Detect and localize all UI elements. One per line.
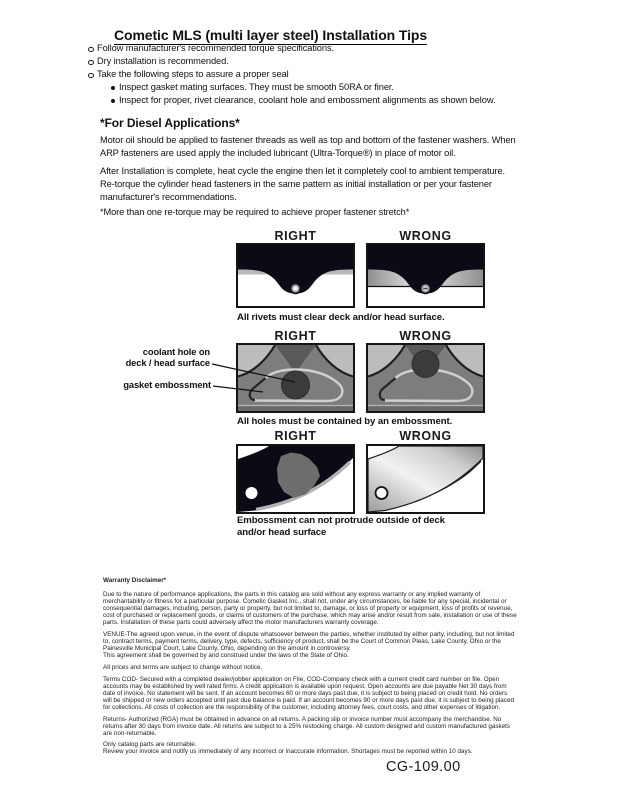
list-item-text: Inspect gasket mating surfaces. They must be smooth 50RA or finer. (119, 82, 394, 92)
rivet-right-diagram (238, 245, 353, 306)
annotation-text: coolant hole on (142, 347, 210, 357)
warranty-heading: Warranty Disclaimer* (103, 577, 167, 584)
sub-list-item (88, 81, 588, 94)
bolt-hole (246, 487, 258, 499)
coolant-hole (412, 351, 439, 378)
footer-paragraph (103, 664, 517, 671)
bolt-hole (376, 487, 388, 499)
diagram-caption: All rivets must clear deck and/or head surface. (237, 312, 445, 323)
diesel-paragraph: Motor oil should be applied to fastener threads as well as top and bottom of the fastener washers. When ARP fasteners are used apply the included lubricant (Ultra-Torque®) in place of motor oil. (100, 135, 516, 158)
rivet-right-panel (236, 243, 355, 308)
footer-text: Due to the nature of performance applications, the parts in this catalog are sold without any express warranty or any implied warranty of merchantability or fitness for a particular purpose. Cometic Gasket Inc., shall not, under any circumstances, be liable for any special, incidental or consequential damages, including, person, party or property, but not limited to, damage, or loss of property or equipment, loss of profits or revenue, cost of purchased or replacement goods, or claims of customers of the purchase, which may arise and/or result from sale, installation or use of these parts. Installation of these parts could adversely affect the motor manufacturers warranty coverage. (103, 591, 517, 627)
diesel-applications-heading: *For Diesel Applications* (100, 116, 240, 130)
page-title: Cometic MLS (multi layer steel) Installation Tips (114, 27, 428, 43)
footer-text: All prices and terms are subject to change without notice. (103, 663, 263, 671)
rivet (290, 283, 302, 295)
coolant-hole (282, 371, 310, 399)
right-label: RIGHT (274, 429, 317, 443)
retorque-note: *More than one re-torque may be required to achieve proper fastener stretch* (100, 207, 410, 217)
annotation-text: deck / head surface (125, 357, 210, 368)
embossment-wrong-diagram (368, 446, 483, 512)
list-item (88, 42, 588, 55)
circle-bullet-icon (88, 73, 94, 79)
coolant-wrong-diagram (368, 345, 483, 411)
list-item (88, 55, 588, 68)
footer-text: VENUE-The agreed upon venue, in the event of dispute whatsoever between the parties, whether instituted by either party, including, but not limited to, contract terms, payment terms, delivery, type, defects, sufficiency of product, shall be the Court of Common Pleas, Lake County, Ohio or the Painesville Municipal Court, Lake County, Ohio, depending on the amount in controversy. (103, 631, 515, 653)
footer-paragraph (103, 631, 517, 659)
embossment-right-diagram (238, 446, 353, 512)
coolant-wrong-panel (366, 343, 485, 413)
rivet-wrong-panel (366, 243, 485, 308)
footer-text: Review your invoice and notify us immediately of any incorrect or inaccurate information. Shortages must be reported within 10 days. (103, 748, 473, 756)
list-item-text: Take the following steps to assure a proper seal (97, 69, 289, 79)
diesel-paragraph: After Installation is complete, heat cycle the engine then let it completely cool to ambient temperature. Re-torque the cylinder head fasteners in the same pattern as initial installation or per your fastener manufacturer's recommendations. (100, 166, 505, 202)
right-label: RIGHT (274, 229, 317, 243)
gasket-embossment-annotation: gasket embossment (123, 380, 211, 390)
footer-text: This agreement shall be governed by and construed under the laws of the State of Ohio. (103, 652, 349, 660)
circle-bullet-icon (88, 60, 94, 66)
wrong-label: WRONG (399, 329, 452, 343)
footer-text: Only catalog parts are returnable. (103, 741, 197, 749)
embossment-wrong-panel (366, 444, 485, 514)
footer-text: Returns- Authorized (RGA) must be obtained in advance on all returns. A packing slip or invoice number must accompany the merchandise. No returns after 30 days from invoice date. All returns are subject to a 25% restocking charge. All custom designed and custom manufactured gaskets are non-returnable. (103, 715, 511, 737)
right-label: RIGHT (274, 329, 317, 343)
footer-paragraph (103, 741, 517, 755)
coolant-hole-annotation (60, 347, 210, 368)
wrong-label: WRONG (399, 429, 452, 443)
circle-bullet-icon (88, 47, 94, 53)
warranty-footer (103, 577, 517, 760)
installation-tips-list (88, 42, 588, 107)
page-number: CG-109.00 (386, 759, 461, 775)
coolant-right-panel (236, 343, 355, 413)
wrong-label: WRONG (399, 229, 452, 243)
footer-paragraph (103, 591, 517, 626)
list-item (88, 68, 588, 81)
list-item-text: Inspect for proper, rivet clearance, coolant hole and embossment alignments as shown below. (119, 95, 496, 105)
footer-text: Terms COD- Secured with a completed dealer/jobber application on File, COD-Company check with a current credit card number on file. Open accounts may be established by well rated firms. A credit application is available upon request. Open accounts are due payable Net 30 days from date of invoice. No statement will be sent. If an account becomes 60 or more days past due, it is subject to being placed on credit hold. No orders will be shipped or new orders accepted until past due balance is paid. If an account becomes 90 or more days past due, it is subject to being placed for collections. All costs of collection are the responsibility of the customer, including attorney fees, court costs, and other expenses of litigation. (103, 675, 514, 711)
list-item-text: Follow manufacturer's recommended torque specifications. (97, 43, 334, 53)
dot-bullet-icon (111, 86, 115, 90)
dot-bullet-icon (111, 99, 115, 103)
rivet (420, 283, 432, 295)
rivet-wrong-diagram (368, 245, 483, 306)
footer-paragraph (103, 676, 517, 711)
diagram-caption: Embossment can not protrude outside of deck and/or head surface (237, 515, 445, 538)
embossment-right-panel (236, 444, 355, 514)
footer-paragraph (103, 716, 517, 737)
list-item-text: Dry installation is recommended. (97, 56, 229, 66)
coolant-right-diagram (238, 345, 353, 411)
diagram-caption: All holes must be contained by an embossment. (237, 416, 453, 427)
sub-list-item (88, 94, 588, 107)
